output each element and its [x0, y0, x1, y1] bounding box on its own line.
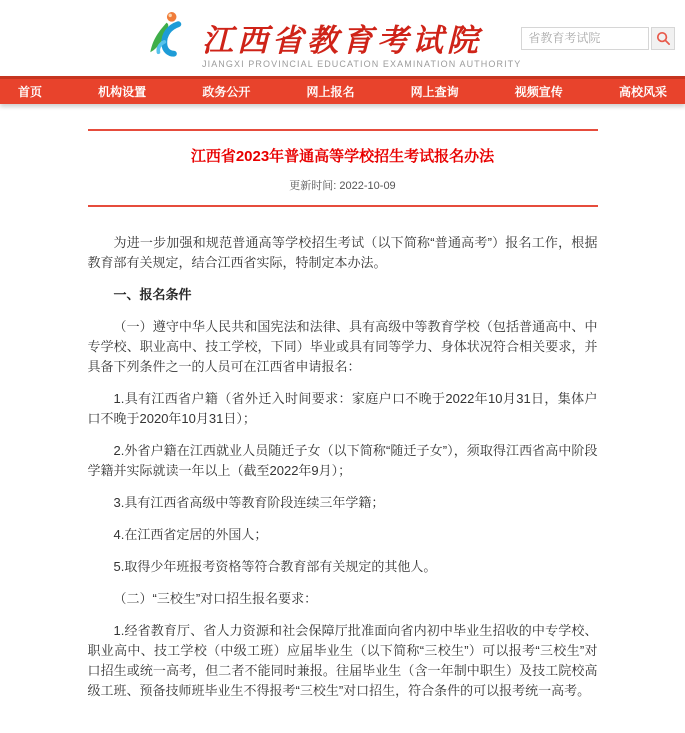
article-paragraph: （二）“三校生”对口招生报名要求：	[113, 591, 318, 606]
nav-item[interactable]: 机构设置	[98, 85, 147, 99]
article-paragraph: 1.经省教育厅、省人力资源和社会保障厅批准面向省内初中毕业生招收的中专学校、职业高中、技工学校（中级工班）应届毕业生（以下简称“三校生”）可以报考“三校生”对口招生或统一高考，但二者不能同时兼报。往届毕业生（含一年制中职生）及技工院校高级工班、预备技师班毕业生不得报考“三校生”对口招生，符合条件的可以报考统一高考。	[87, 623, 598, 698]
site-logo[interactable]	[140, 8, 521, 69]
article-body	[88, 207, 598, 733]
logo-subtitle: JIANGXI PROVINCIAL EDUCATION EXAMINATION AUTHORITY	[202, 58, 522, 69]
search-button[interactable]	[651, 27, 675, 50]
article-paragraph: 4.在江西省定居的外国人；	[113, 527, 268, 542]
article-paragraph: 为进一步加强和规范普通高等学校招生考试（以下简称“普通高考”）报名工作，根据教育部有关规定，结合江西省实际，特制定本办法。	[87, 235, 598, 270]
nav-item[interactable]: 政务公开	[202, 85, 251, 99]
logo-mark-icon	[140, 8, 196, 69]
nav-item[interactable]: 首页	[18, 85, 43, 99]
nav-item[interactable]: 网上查询	[410, 85, 459, 99]
article-container	[88, 129, 598, 733]
page-title: 江西省2023年普通高等学校招生考试报名办法	[190, 148, 495, 165]
nav-item[interactable]: 网上报名	[306, 85, 355, 99]
nav-item[interactable]: 高校风采	[618, 85, 667, 99]
section-heading: 一、报名条件	[113, 287, 192, 302]
article-paragraph: 2.外省户籍在江西就业人员随迁子女（以下简称“随迁子女”），须取得江西省高中阶段学籍并实际就读一年以上（截至2022年9月）；	[87, 443, 598, 478]
nav-item[interactable]: 视频宣传	[514, 85, 563, 99]
site-search	[521, 27, 675, 50]
main-nav	[0, 76, 685, 104]
site-header	[0, 0, 685, 76]
search-icon	[656, 31, 671, 46]
article-paragraph: （一）遵守中华人民共和国宪法和法律、具有高级中等教育学校（包括普通高中、中专学校、职业高中、技工学校，下同）毕业或具有同等学力、身体状况符合相关要求，并具备下列条件之一的人员可在江西省申请报名：	[87, 319, 598, 374]
article-paragraph: 3.具有江西省高级中等教育阶段连续三年学籍；	[113, 495, 385, 510]
article-paragraph: 1.具有江西省户籍（省外迁入时间要求：家庭户口不晚于2022年10月31日，集体户口不晚于2020年10月31日）；	[87, 391, 598, 426]
article-paragraph: 5.取得少年班报考资格等符合教育部有关规定的其他人。	[113, 559, 437, 574]
search-input[interactable]	[521, 27, 649, 50]
update-time: 更新时间: 2022-10-09	[289, 180, 396, 192]
logo-title: 江西省教育考试院	[202, 22, 482, 58]
